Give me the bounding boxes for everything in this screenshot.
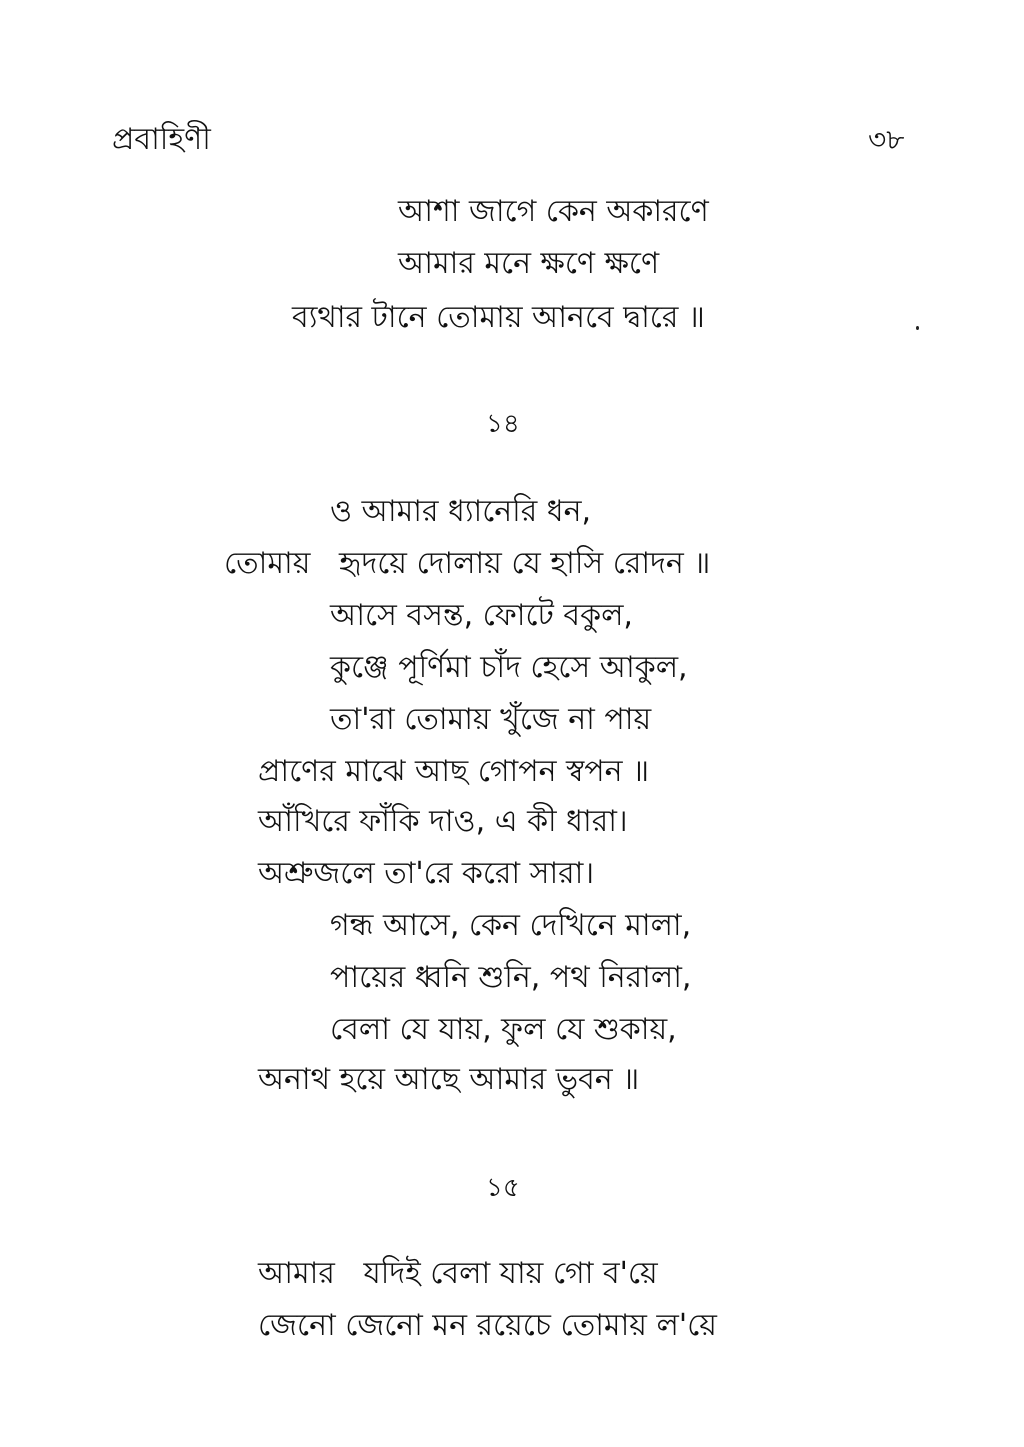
song-number: ১৫ <box>486 1173 520 1203</box>
verse-line: জেনো জেনো মন রয়েচে তোমায় ল'য়ে <box>258 1308 717 1343</box>
verse-line: পায়ের ধ্বনি শুনি, পথ নিরালা, <box>330 960 692 995</box>
verse-line: আশা জাগে কেন অকারণে <box>398 194 709 229</box>
verse-line: আঁখিরে ফাঁকি দাও, এ কী ধারা। <box>258 804 628 839</box>
song-number: ১৪ <box>486 409 520 439</box>
verse-line: ব্যথার টানে তোমায় আনবে দ্বারে ॥ <box>292 300 705 335</box>
verse-line: আমার মনে ক্ষণে ক্ষণে <box>398 246 660 281</box>
verse-line: আসে বসন্ত, ফোটে বকুল, <box>330 598 633 633</box>
verse-line: অনাথ হয়ে আছে আমার ভুবন ॥ <box>258 1062 640 1097</box>
page-number: ৩৮ <box>868 123 905 156</box>
verse-line: কুঞ্জে পূর্ণিমা চাঁদ হেসে আকুল, <box>330 650 688 685</box>
verse-line: তা'রা তোমায় খুঁজে না পায় <box>330 702 652 737</box>
verse-line: বেলা যে যায়, ফুল যে শুকায়, <box>330 1012 677 1047</box>
print-speck <box>916 326 919 330</box>
verse-line: তোমায় হৃদয়ে দোলায় যে হাসি রোদন ॥ <box>224 546 711 581</box>
verse-line: গন্ধ আসে, কেন দেখিনে মালা, <box>330 908 692 943</box>
running-head-title: প্রবাহিণী <box>112 122 211 157</box>
verse-line: ও আমার ধ্যানেরি ধন, <box>330 494 592 529</box>
verse-line: প্রাণের মাঝে আছ গোপন স্বপন ॥ <box>258 754 650 789</box>
verse-line: অশ্রুজলে তা'রে করো সারা। <box>258 856 595 891</box>
verse-line: আমার যদিই বেলা যায় গো ব'য়ে <box>258 1256 658 1291</box>
